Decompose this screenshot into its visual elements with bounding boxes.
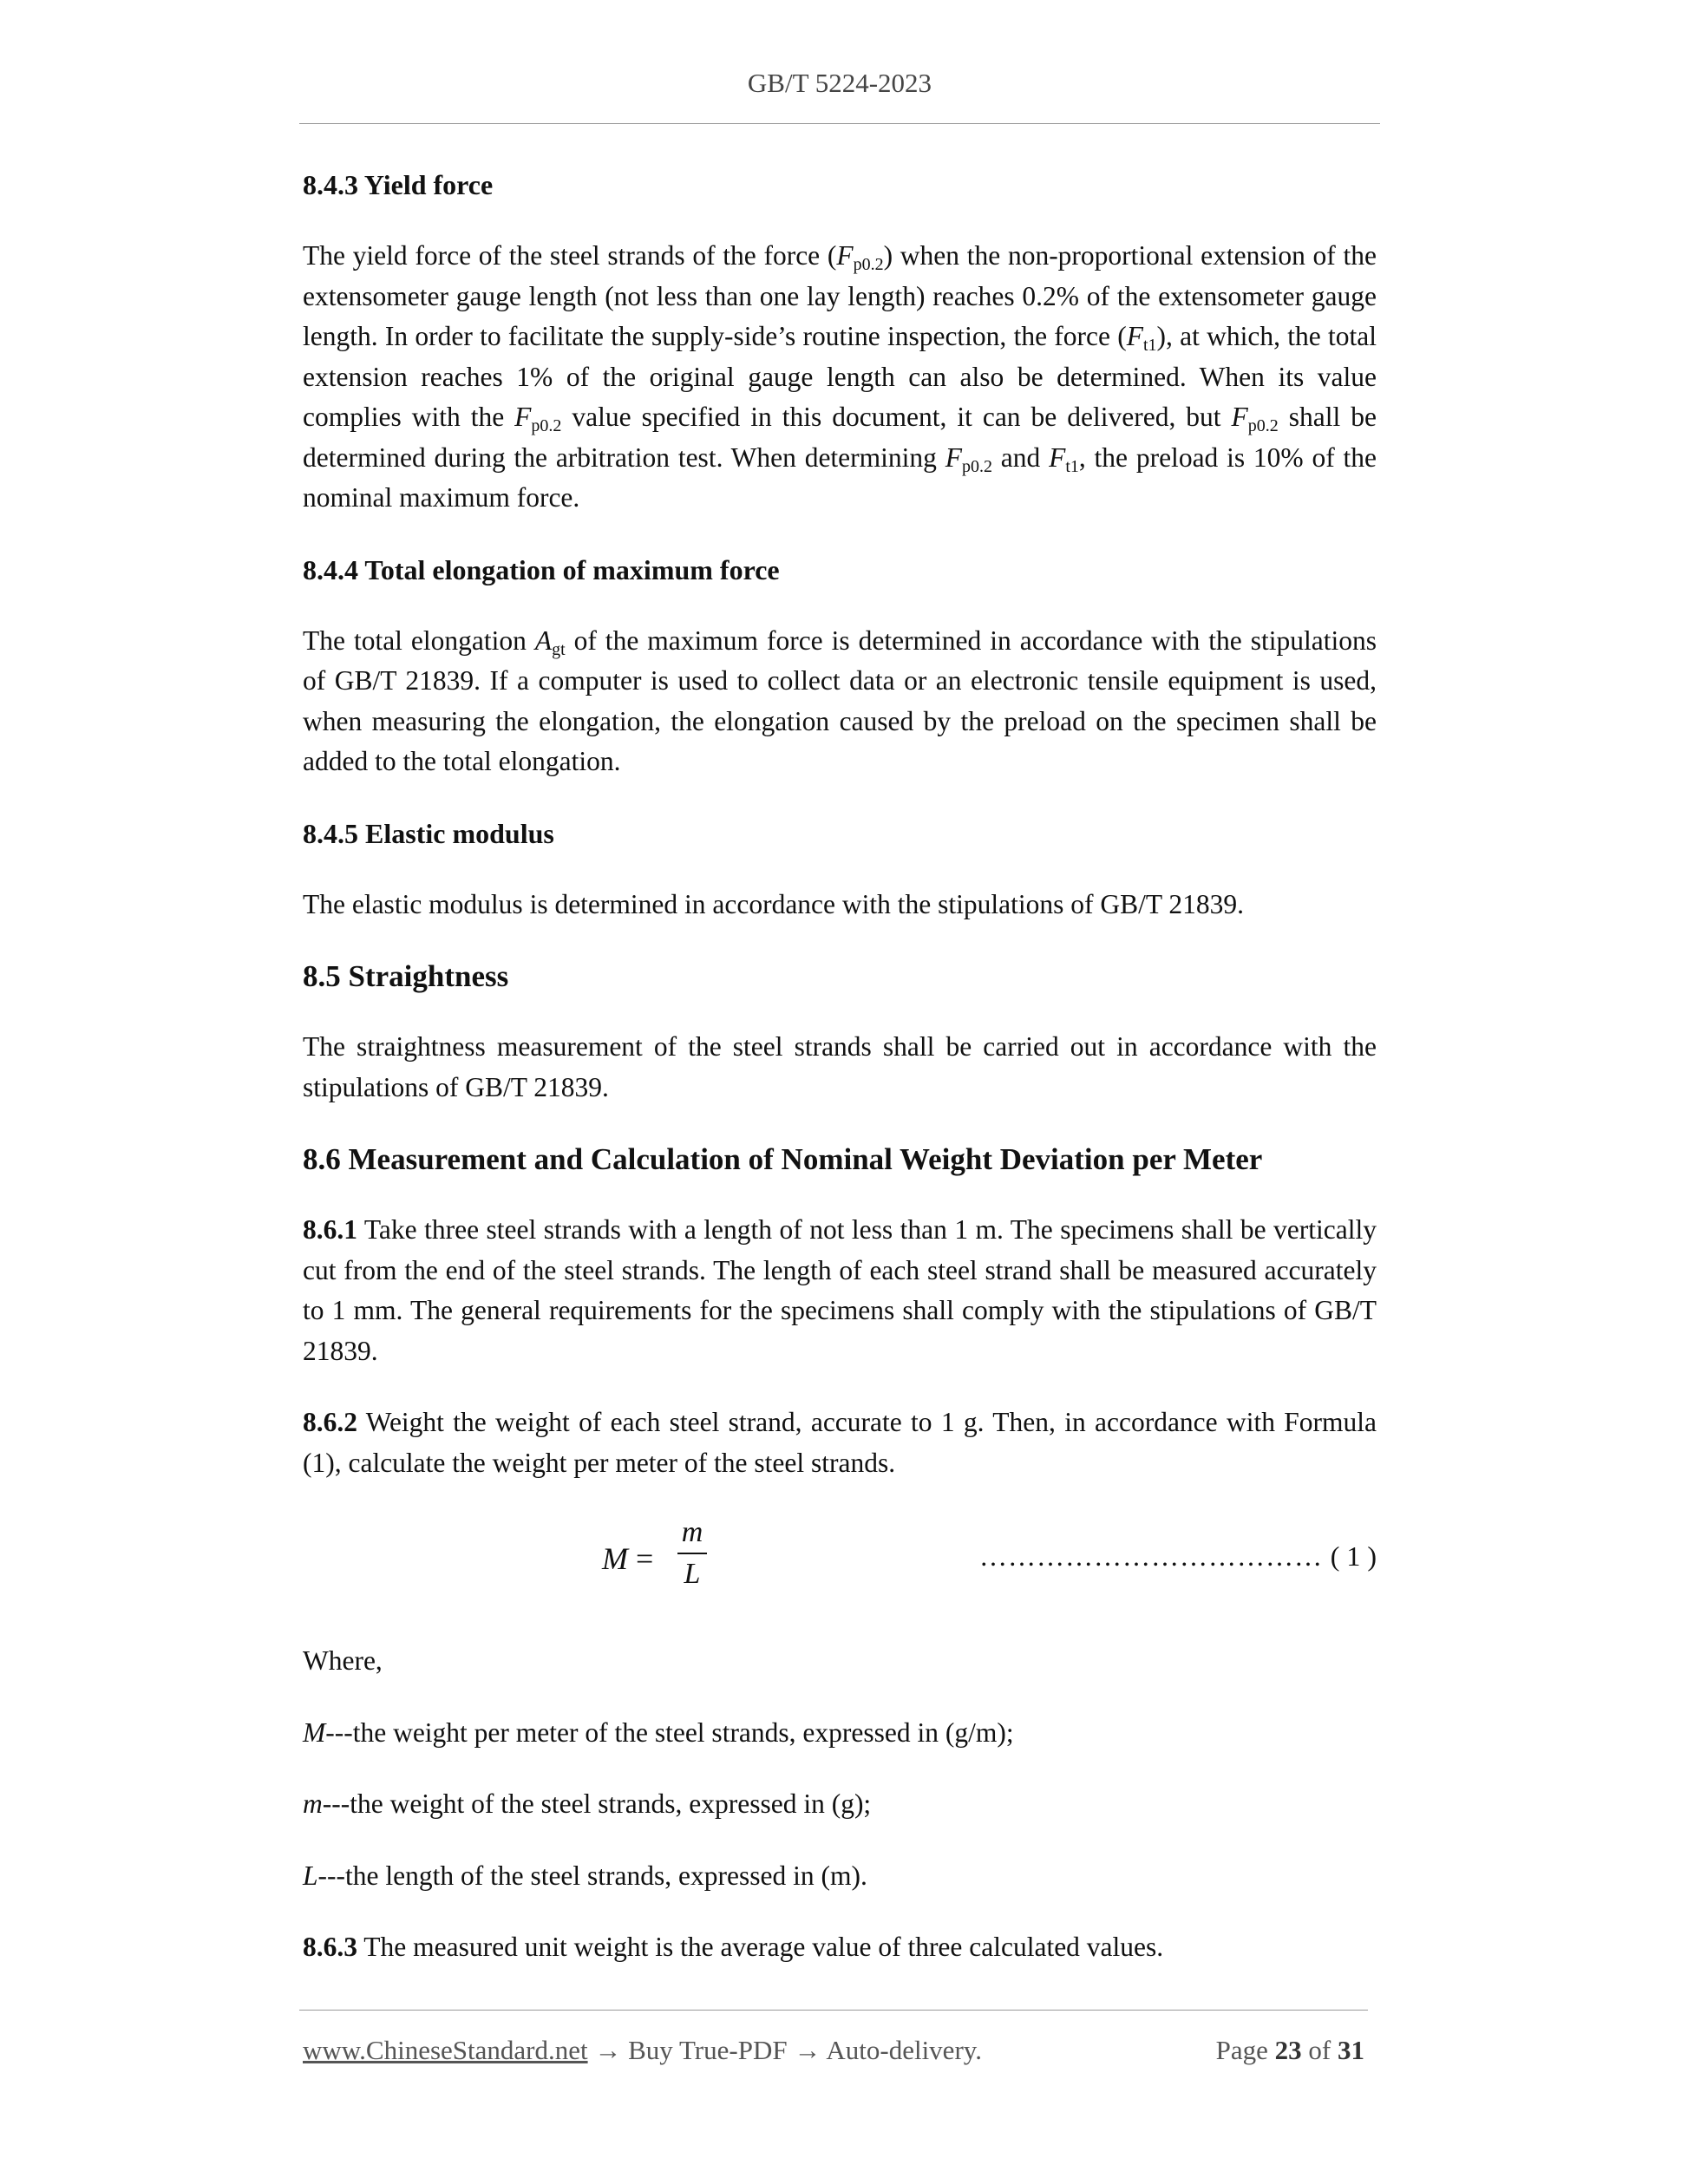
section-heading-8-4-3: 8.4.3 Yield force [303,169,494,200]
document-body [303,165,1377,1999]
formula-numerator: m [681,1516,703,1548]
page-number: Page 23 of 31 [1215,2035,1364,2065]
footer-divider [299,2010,1368,2011]
paragraph-elastic-modulus: The elastic modulus is determined in accordance with the stipulations of GB/T 21839. [303,888,1245,919]
formula-denominator: L [684,1558,701,1590]
formula-lhs: M [602,1541,628,1576]
definition-M: M---the weight per meter of the steel strands, expressed in (g/m); [303,1716,1014,1748]
footer-promo: www.ChineseStandard.net → Buy True-PDF → Auto-delivery. [303,2035,982,2065]
paragraph-total-elongation: The total elongation $A_{gt}$ of the maximum force is determined in accordance with the stipulations of GB/T 21839. If a computer is used to collect data or an electronic tensile equipment is used, when measuring the elongation, the elongation caused by the preload on the specimen shall be added to the total elongation. [303,624,1377,776]
fraction-bar [677,1553,707,1554]
paragraph-8-6-1: 8.6.1 Take three steel strands with a length of not less than 1 m. The specimens shall be vertically cut from the end of the steel strands. The length of each steel strand shall be measured accurately to 1 mm. The general requirements for the specimens shall comply with the stipulations of GB/T 21839. [303,1214,1377,1366]
header-divider [299,123,1380,124]
definition-L: L---the length of the steel strands, expressed in (m). [303,1860,867,1891]
where-label: Where, [303,1645,383,1676]
formula-number: ( 1 ) [1330,1540,1377,1572]
section-heading-8-5: 8.5 Straightness [303,959,509,993]
section-heading-8-6: 8.6 Measurement and Calculation of Nominal Weight Deviation per Meter [303,1142,1263,1176]
formula-leader-dots: ……………………………… [979,1540,1323,1572]
definition-m: m---the weight of the steel strands, expressed in (g); [303,1788,872,1819]
formula-1 [303,1514,1377,1610]
chinesestandard-link[interactable]: www.ChineseStandard.net [303,2035,588,2065]
page-header-title: GB/T 5224-2023 [747,68,932,98]
formula-equals: = [636,1541,654,1576]
paragraph-straightness: The straightness measurement of the steel strands shall be carried out in accordance with the stipulations of GB/T 21839. [303,1031,1377,1102]
paragraph-yield-force: The yield force of the steel strands of the force $(F_{p0.2})$ when the non-proportional extension of the extensometer gauge length (not less than one lay length) reaches 0.2% of the extensometer gauge length. In order to facilitate the supply-side’s routine inspection, the force $(F_{t1})$, at which, the total extension reaches 1% of the original gauge length can also be determined. When its value complies with the $F_{p0.2}$ value specified in this document, it can be delivered, but $F_{p0.2}$ shall be determined during the arbitration test. When determining $F_{p0.2}$ and $F_{t1}$, the preload is 10% of the nominal maximum force. [303,240,1377,513]
section-heading-8-4-5: 8.4.5 Elastic modulus [303,817,554,849]
formula-fraction [676,1514,709,1592]
section-heading-8-4-4: 8.4.4 Total elongation of maximum force [303,553,780,585]
paragraph-8-6-3: 8.6.3 The measured unit weight is the average value of three calculated values. [303,1932,1164,1962]
paragraph-8-6-2: 8.6.2 Weight the weight of each steel strand, accurate to 1 g. Then, in accordance with Formula (1), calculate the weight per meter of the steel strands. [303,1407,1377,1478]
